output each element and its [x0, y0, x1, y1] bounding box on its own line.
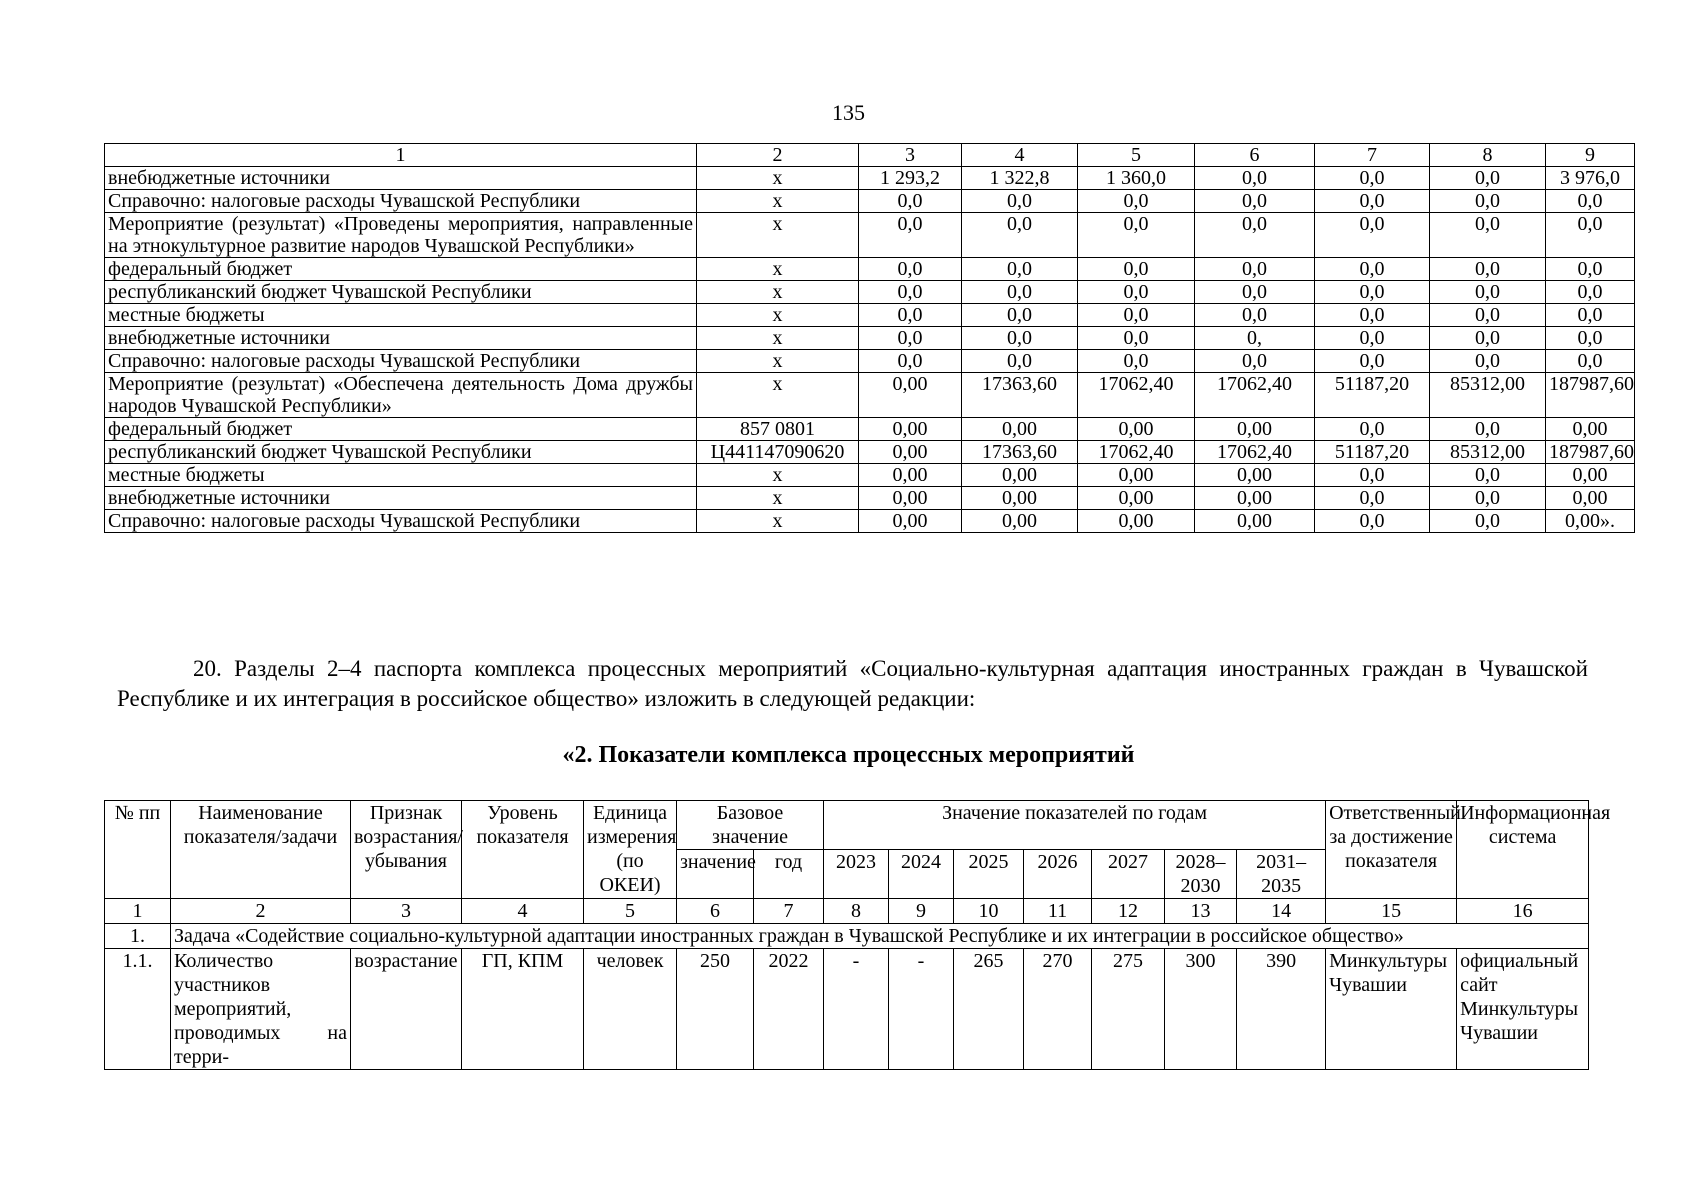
row-value: 1 293,2 [859, 167, 962, 190]
row-value: - [889, 949, 954, 1070]
column-number: 14 [1237, 899, 1326, 924]
row-value: х [697, 350, 859, 373]
row-value: 0,0 [1078, 327, 1195, 350]
row-value: 0,0 [1078, 281, 1195, 304]
row-value: 0,0 [1315, 213, 1430, 258]
row-value: 0,00 [962, 487, 1078, 510]
row-value: 0,00 [1195, 510, 1315, 533]
row-value: 0,0 [1546, 350, 1635, 373]
header-base-value: значение [677, 850, 754, 899]
row-value: - [824, 949, 889, 1070]
row-name: Количество участников мероприятий, проводимых на терри- [171, 949, 351, 1070]
row-value: 0,0 [1546, 213, 1635, 258]
header-info-system: Информационная система [1457, 801, 1589, 899]
row-value: 0,0 [1430, 327, 1546, 350]
row-label: республиканский бюджет Чувашской Республики [105, 281, 697, 304]
row-value: 0,0 [1430, 258, 1546, 281]
row-label: внебюджетные источники [105, 327, 697, 350]
page-number: 135 [832, 100, 865, 125]
row-label: федеральный бюджет [105, 418, 697, 441]
row-value: 0, [1195, 327, 1315, 350]
header-year: 2024 [889, 850, 954, 899]
row-value: х [697, 327, 859, 350]
row-value: 857 0801 [697, 418, 859, 441]
row-value: 0,00 [859, 487, 962, 510]
row-value: 0,0 [859, 350, 962, 373]
column-header-row [105, 144, 1635, 167]
row-value: 270 [1024, 949, 1092, 1070]
column-header: 5 [1078, 144, 1195, 167]
column-header: 9 [1546, 144, 1635, 167]
row-label: Мероприятие (результат) «Проведены мероприятия, направленные на этнокультурное развитие народов Чувашской Республики» [105, 213, 697, 258]
row-value: 0,00 [1078, 464, 1195, 487]
header-sign: Признак возрастания/убывания [351, 801, 462, 899]
row-value: 0,0 [1078, 213, 1195, 258]
table-row [105, 213, 1635, 258]
row-value: х [697, 281, 859, 304]
budget-table [104, 143, 1635, 533]
row-value: 0,0 [962, 350, 1078, 373]
column-header: 4 [962, 144, 1078, 167]
table-row [105, 304, 1635, 327]
row-value: 0,00 [859, 441, 962, 464]
table-row [105, 510, 1635, 533]
row-value: 0,0 [1315, 350, 1430, 373]
header-num: № пп [105, 801, 171, 899]
row-value: 0,0 [1430, 418, 1546, 441]
table-row [105, 949, 1589, 1070]
column-number: 2 [171, 899, 351, 924]
row-base-year: 2022 [754, 949, 824, 1070]
table-row [105, 464, 1635, 487]
column-number: 9 [889, 899, 954, 924]
header-base-year: год [754, 850, 824, 899]
table-row [105, 373, 1635, 418]
row-level: ГП, КПМ [462, 949, 584, 1070]
row-value: 0,00 [1195, 464, 1315, 487]
row-value: 0,0 [962, 190, 1078, 213]
column-number: 1 [105, 899, 171, 924]
table-row [105, 418, 1635, 441]
row-value: х [697, 487, 859, 510]
row-value: 0,0 [962, 281, 1078, 304]
header-year: 2031–2035 [1237, 850, 1326, 899]
table-row [105, 327, 1635, 350]
row-value: 0,0 [1195, 304, 1315, 327]
row-value: 0,0 [859, 213, 962, 258]
header-year: 2025 [954, 850, 1024, 899]
row-value: 0,0 [1430, 190, 1546, 213]
row-value: 0,0 [962, 213, 1078, 258]
row-value: 0,0 [962, 304, 1078, 327]
row-value: 0,0 [1315, 258, 1430, 281]
row-value: 0,0 [859, 304, 962, 327]
row-value: 0,0 [1315, 464, 1430, 487]
row-value: 0,0 [1315, 327, 1430, 350]
row-label: федеральный бюджет [105, 258, 697, 281]
row-sign: возрастание [351, 949, 462, 1070]
row-value: 265 [954, 949, 1024, 1070]
row-value: 0,00 [1546, 464, 1635, 487]
header-year: 2027 [1092, 850, 1165, 899]
column-number: 6 [677, 899, 754, 924]
row-value: 0,0 [1078, 350, 1195, 373]
table-row [105, 258, 1635, 281]
row-value: х [697, 373, 859, 418]
row-value: 0,0 [1315, 418, 1430, 441]
row-value: 0,00 [859, 373, 962, 418]
row-value: 0,0 [1078, 190, 1195, 213]
column-header: 8 [1430, 144, 1546, 167]
row-value: 187987,60 [1546, 441, 1635, 464]
row-value: 390 [1237, 949, 1326, 1070]
row-value: 0,0 [859, 281, 962, 304]
task-num: 1. [105, 924, 171, 949]
row-value: х [697, 190, 859, 213]
row-label: Мероприятие (результат) «Обеспечена деятельность Дома дружбы народов Чувашской Республики» [105, 373, 697, 418]
column-numbers-row [105, 899, 1589, 924]
row-value: 0,0 [1430, 464, 1546, 487]
row-value: 0,0 [1315, 487, 1430, 510]
row-unit: человек [584, 949, 677, 1070]
row-value: 0,00 [1078, 510, 1195, 533]
row-value: х [697, 167, 859, 190]
row-value: х [697, 258, 859, 281]
row-value: 85312,00 [1430, 441, 1546, 464]
row-value: 51187,20 [1315, 373, 1430, 418]
row-num: 1.1. [105, 949, 171, 1070]
row-value: 17363,60 [962, 441, 1078, 464]
column-number: 3 [351, 899, 462, 924]
row-value: х [697, 304, 859, 327]
table-row [105, 487, 1635, 510]
header-year: 2026 [1024, 850, 1092, 899]
row-base-value: 250 [677, 949, 754, 1070]
row-value: 0,00 [1195, 418, 1315, 441]
column-number: 15 [1326, 899, 1457, 924]
header-values-by-year: Значение показателей по годам [824, 801, 1326, 850]
column-number: 12 [1092, 899, 1165, 924]
row-value: 0,0 [1315, 190, 1430, 213]
row-label: Справочно: налоговые расходы Чувашской Республики [105, 350, 697, 373]
row-label: местные бюджеты [105, 464, 697, 487]
row-value: 1 360,0 [1078, 167, 1195, 190]
row-value: 0,00 [859, 510, 962, 533]
row-value: 3 976,0 [1546, 167, 1635, 190]
task-text: Задача «Содействие социально-культурной адаптации иностранных граждан в Чувашской Республике и их интеграции в российское общество» [171, 924, 1589, 949]
task-row [105, 924, 1589, 949]
row-value: х [697, 510, 859, 533]
column-number: 8 [824, 899, 889, 924]
column-number: 7 [754, 899, 824, 924]
row-label: местные бюджеты [105, 304, 697, 327]
row-value: 0,0 [1315, 510, 1430, 533]
row-value: 0,0 [1430, 167, 1546, 190]
header-unit: Единица измерения (по ОКЕИ) [584, 801, 677, 899]
row-value: х [697, 213, 859, 258]
column-number: 5 [584, 899, 677, 924]
row-value: 0,0 [1430, 213, 1546, 258]
row-value: 0,0 [1195, 350, 1315, 373]
section-title: «2. Показатели комплекса процессных мероприятий [562, 742, 1135, 768]
row-value: 0,0 [1546, 190, 1635, 213]
column-number: 10 [954, 899, 1024, 924]
header-responsible: Ответственный за достижение показателя [1326, 801, 1457, 899]
row-value: Ц441147090620 [697, 441, 859, 464]
row-value: 51187,20 [1315, 441, 1430, 464]
row-label: внебюджетные источники [105, 487, 697, 510]
row-value: 0,0 [962, 327, 1078, 350]
row-value: 0,0 [1430, 487, 1546, 510]
row-value: 0,00 [859, 464, 962, 487]
row-value: 275 [1092, 949, 1165, 1070]
row-value: 0,0 [1315, 167, 1430, 190]
row-value: 0,00 [1078, 418, 1195, 441]
row-value: 0,0 [1195, 281, 1315, 304]
row-label: Справочно: налоговые расходы Чувашской Республики [105, 510, 697, 533]
header-name: Наименование показателя/задачи [171, 801, 351, 899]
row-value: 17062,40 [1078, 373, 1195, 418]
row-label: республиканский бюджет Чувашской Республики [105, 441, 697, 464]
row-value: 0,0 [1430, 304, 1546, 327]
row-value: 0,0 [859, 258, 962, 281]
row-info-system: официальный сайт Минкультуры Чувашии [1457, 949, 1589, 1070]
row-value: 0,0 [1195, 167, 1315, 190]
header-year: 2028–2030 [1165, 850, 1237, 899]
row-value: х [697, 464, 859, 487]
row-value: 17062,40 [1195, 373, 1315, 418]
row-value: 0,0 [1195, 190, 1315, 213]
column-header: 6 [1195, 144, 1315, 167]
row-value: 0,0 [859, 190, 962, 213]
row-value: 0,00 [962, 418, 1078, 441]
row-value: 0,0 [1078, 304, 1195, 327]
row-value: 0,00 [859, 418, 962, 441]
column-number: 16 [1457, 899, 1589, 924]
row-value: 17062,40 [1078, 441, 1195, 464]
table-row [105, 350, 1635, 373]
row-value: 0,00 [1078, 487, 1195, 510]
row-label: Справочно: налоговые расходы Чувашской Республики [105, 190, 697, 213]
table-row [105, 190, 1635, 213]
row-value: 0,0 [1430, 350, 1546, 373]
row-value: 187987,60 [1546, 373, 1635, 418]
row-value: 0,0 [1195, 213, 1315, 258]
column-header: 2 [697, 144, 859, 167]
row-value: 300 [1165, 949, 1237, 1070]
row-value: 0,00». [1546, 510, 1635, 533]
row-value: 0,0 [1078, 258, 1195, 281]
column-header: 7 [1315, 144, 1430, 167]
row-value: 17363,60 [962, 373, 1078, 418]
table-row [105, 281, 1635, 304]
column-number: 13 [1165, 899, 1237, 924]
row-value: 0,00 [1546, 487, 1635, 510]
row-value: 0,0 [962, 258, 1078, 281]
row-value: 0,0 [1546, 304, 1635, 327]
row-value: 0,0 [1546, 281, 1635, 304]
header-level: Уровень показателя [462, 801, 584, 899]
row-value: 0,0 [1315, 281, 1430, 304]
row-value: 0,0 [1430, 510, 1546, 533]
indicators-table [104, 800, 1611, 1070]
row-value: 1 322,8 [962, 167, 1078, 190]
row-value: 85312,00 [1430, 373, 1546, 418]
row-value: 0,0 [859, 327, 962, 350]
row-value: 0,00 [962, 510, 1078, 533]
table-row [105, 441, 1635, 464]
column-header: 1 [105, 144, 697, 167]
row-value: 0,0 [1546, 327, 1635, 350]
column-number: 11 [1024, 899, 1092, 924]
header-year: 2023 [824, 850, 889, 899]
header-base: Базовое значение [677, 801, 824, 850]
row-value: 0,0 [1430, 281, 1546, 304]
row-value: 0,0 [1315, 304, 1430, 327]
column-number: 4 [462, 899, 584, 924]
row-value: 0,0 [1546, 258, 1635, 281]
row-value: 17062,40 [1195, 441, 1315, 464]
column-header: 3 [859, 144, 962, 167]
paragraph-20: 20. Разделы 2–4 паспорта комплекса процессных мероприятий «Социально-культурная адаптация иностранных граждан в Чувашской Республике и их интеграция в российское общество» изложить в следующей редакции: [117, 656, 1588, 711]
row-label: внебюджетные источники [105, 167, 697, 190]
row-value: 0,00 [962, 464, 1078, 487]
row-value: 0,00 [1546, 418, 1635, 441]
row-value: 0,0 [1195, 258, 1315, 281]
row-responsible: Минкультуры Чувашии [1326, 949, 1457, 1070]
table-row [105, 167, 1635, 190]
row-value: 0,00 [1195, 487, 1315, 510]
